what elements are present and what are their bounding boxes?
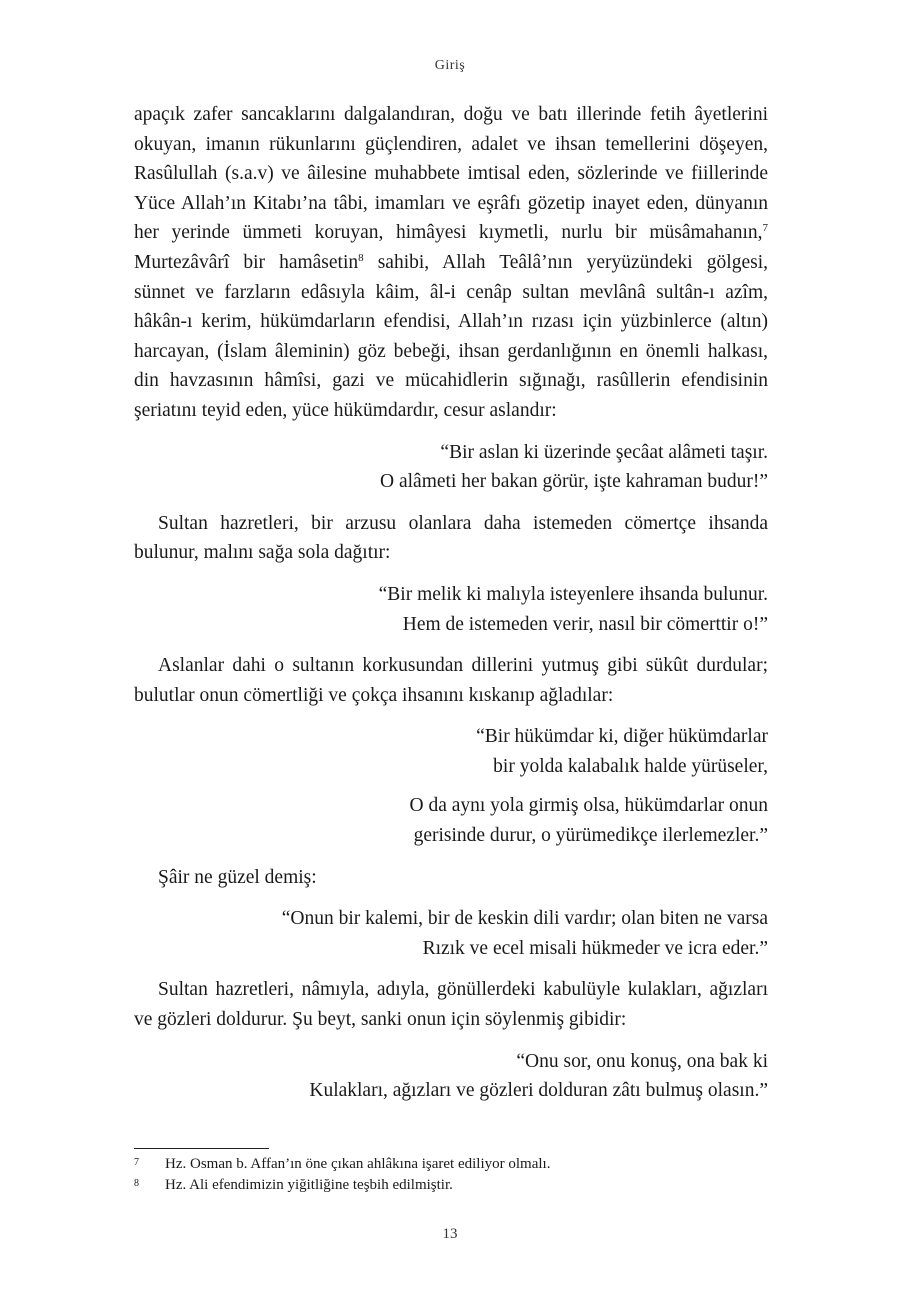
footnote-text: Hz. Osman b. Affan’ın öne çıkan ahlâkına işaret ediliyor olmalı. xyxy=(165,1156,551,1172)
verse-line: gerisinde durur, o yürümedikçe ilerlemezler.” xyxy=(413,825,768,847)
verse-1 xyxy=(134,438,768,497)
text-line: ve gözleri doldurur. Şu beyt, sanki onun için söylenmiş gibidir: xyxy=(134,1009,627,1031)
text-line: Yüce Allah’ın Kitabı’na tâbi, imamları ve eşrâfı gözetip inayet eden, dünyanın xyxy=(134,192,768,214)
text-line: Rasûlullah (s.a.v) ve âilesine muhabbete imtisal eden, sözlerinde ve fiillerinde xyxy=(134,163,768,185)
verse-line: bir yolda kalabalık halde yürüseler, xyxy=(493,755,768,777)
text-line: Sultan hazretleri, nâmıyla, adıyla, gönüllerdeki kabulüyle kulakları, ağızları xyxy=(158,979,768,1001)
text-line xyxy=(134,218,768,248)
footnote-number: 8 xyxy=(134,1178,139,1189)
text-line: bulunur, malını sağa sola dağıtır: xyxy=(134,542,391,564)
verse-2 xyxy=(134,580,768,639)
verse-line: “Bir aslan ki üzerinde şecâat alâmeti taşır. xyxy=(440,441,768,463)
body-text xyxy=(134,100,768,1106)
paragraph-2 xyxy=(134,509,768,568)
verse-line: Hem de istemeden verir, nasıl bir cömerttir o!” xyxy=(402,613,768,635)
verse-line: “Onu sor, onu konuş, ona bak ki xyxy=(516,1050,768,1072)
verse-line: “Bir hükümdar ki, diğer hükümdarlar xyxy=(476,726,768,748)
text-line: Sultan hazretleri, bir arzusu olanlara daha istemeden cömertçe ihsanda xyxy=(158,512,768,534)
footnote-8 xyxy=(134,1175,768,1196)
text-line: Şâir ne güzel demiş: xyxy=(158,866,317,888)
verse-3 xyxy=(134,722,768,850)
footnote-number: 7 xyxy=(134,1157,139,1168)
footnote-ref-8[interactable]: 8 xyxy=(358,251,364,264)
footnote-text: Hz. Ali efendimizin yiğitliğine teşbih edilmiştir. xyxy=(165,1177,453,1193)
text-line: sünnet ve farzların edâsıyla kâim, âl-i cenâp sultan mevlânâ sultân-ı azîm, xyxy=(134,281,768,303)
verse-line: O alâmeti her bakan görür, işte kahraman budur!” xyxy=(380,471,768,493)
verse-line: Rızık ve ecel misali hükmeder ve icra eder.” xyxy=(422,937,768,959)
paragraph-1 xyxy=(134,100,768,426)
text-line: Aslanlar dahi o sultanın korkusundan dillerini yutmuş gibi sükût durdular; xyxy=(158,655,768,677)
footnote-7 xyxy=(134,1154,768,1175)
footnotes xyxy=(134,1154,768,1196)
text-fragment: sahibi, Allah Teâlâ’nın yeryüzündeki gölgesi, xyxy=(363,251,768,273)
footnote-ref-7[interactable]: 7 xyxy=(762,222,768,235)
text-line: şeriatını teyid eden, yüce hükümdardır, cesur aslandır: xyxy=(134,399,557,421)
text-fragment: Murtezâvârî bir hamâsetin xyxy=(134,251,359,273)
text-line: harcayan, (İslam âleminin) göz bebeği, ihsan gerdanlığının en önemli halkası, xyxy=(134,340,768,362)
text-fragment: her yerinde ümmeti koruyan, himâyesi kıymetli, nurlu bir müsâmahanın, xyxy=(134,222,763,244)
paragraph-4 xyxy=(134,863,768,893)
text-line: din havzasının hâmîsi, gazi ve mücahidlerin sığınağı, rasûllerin efendisinin xyxy=(134,370,768,392)
text-line xyxy=(134,248,768,278)
verse-4 xyxy=(134,904,768,963)
verse-line: O da aynı yola girmiş olsa, hükümdarlar onun xyxy=(409,795,768,817)
text-line: apaçık zafer sancaklarını dalgalandıran, doğu ve batı illerinde fetih âyetlerini xyxy=(134,104,768,125)
running-head: Giriş xyxy=(434,58,466,73)
verse-line: “Bir melik ki malıyla isteyenlere ihsanda bulunur. xyxy=(378,583,768,605)
verse-5 xyxy=(134,1047,768,1106)
paragraph-5 xyxy=(134,975,768,1034)
text-line: okuyan, imanın rükunlarını güçlendiren, adalet ve ihsan temellerini döşeyen, xyxy=(134,133,768,155)
text-line: bulutlar onun cömertliği ve çokça ihsanını kıskanıp ağladılar: xyxy=(134,684,614,706)
verse-line: “Onun bir kalemi, bir de keskin dili vardır; olan biten ne varsa xyxy=(281,908,768,930)
footnote-separator xyxy=(134,1148,269,1149)
page-number: 13 xyxy=(442,1226,458,1242)
paragraph-3 xyxy=(134,651,768,710)
text-line: hâkân-ı kerim, hükümdarların efendisi, Allah’ın rızası için yüzbinlerce (altın) xyxy=(134,311,768,333)
verse-line: Kulakları, ağızları ve gözleri dolduran zâtı bulmuş olasın.” xyxy=(309,1080,768,1102)
